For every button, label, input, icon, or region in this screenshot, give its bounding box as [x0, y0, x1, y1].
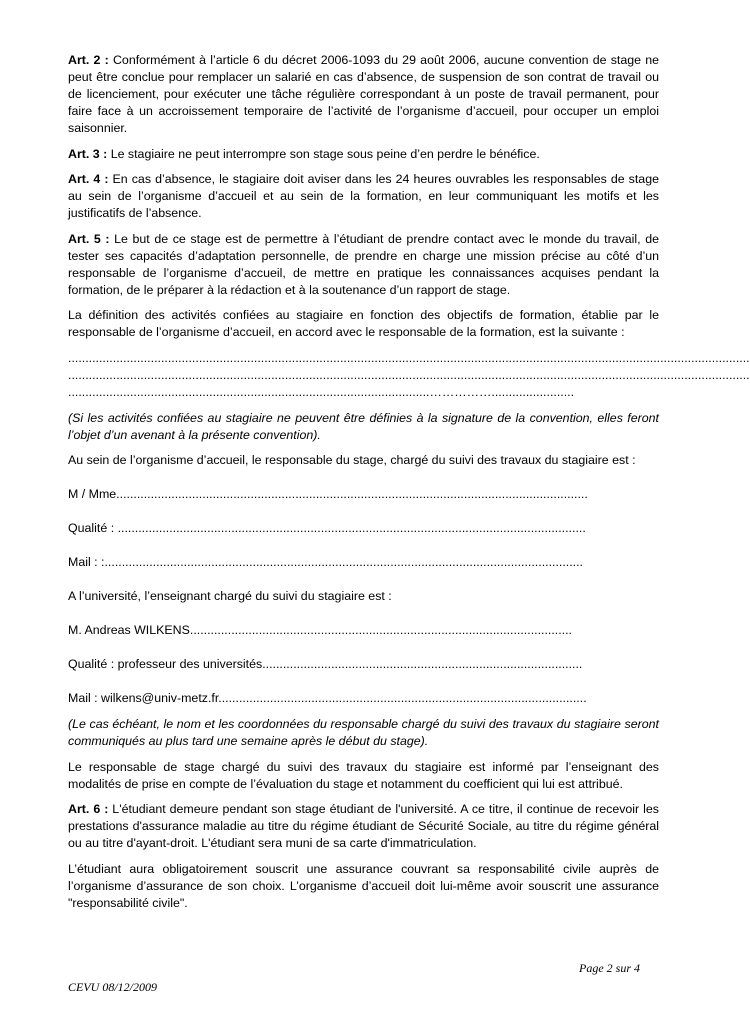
- dotted-line: .........................................................................................................……………........................: [68, 384, 575, 399]
- article-2-label: Art. 2 :: [68, 53, 109, 67]
- article-6-label: Art. 6 :: [68, 802, 109, 816]
- article-2-text: Conformément à l’article 6 du décret 2006-1093 du 29 août 2006, aucune convention de stage ne peut être conclue pour remplacer un salarié en cas d’absence, de suspension de son contrat de travail ou de licenciement, pour exécuter une tâche régulière correspondant à un poste de travail permanent, pour faire face à un accroissement temporaire de l’activité de l’organisme d’accueil, pour occuper un emploi saisonnier.: [68, 53, 659, 135]
- article-3-label: Art. 3 :: [68, 146, 108, 161]
- activities-dotted-lines: [68, 350, 750, 401]
- article-2: [68, 52, 659, 137]
- university-quality-field: Qualité : professeur des universités.............................................................................................: [68, 657, 583, 671]
- insurance-text: L’étudiant aura obligatoirement souscrit une assurance couvrant sa responsabilité civile auprès de l’organisme d’assurance de son choix. L’organisme d’accueil doit lui-même avoir souscrit une assurance "responsabilité civile".: [68, 861, 659, 910]
- article-4-text: En cas d’absence, le stagiaire doit aviser dans les 24 heures ouvrables les responsables de stage au sein de l’organisme d’accueil et au sein de la formation, en leur communiquant les motifs et les justificatifs de l’absence.: [68, 172, 659, 220]
- host-name-field: M / Mme.........................................................................................................................................: [68, 487, 588, 501]
- article-5: [68, 231, 659, 299]
- page-number: Page 2 sur 4: [579, 961, 640, 975]
- article-3-text: Le stagiaire ne peut interrompre son stage sous peine d’en perdre le bénéfice.: [107, 146, 540, 161]
- article-4: [68, 171, 659, 222]
- university-intro: A l’université, l’enseignant chargé du suivi du stagiaire est :: [68, 589, 392, 603]
- supervisor-note: (Le cas échéant, le nom et les coordonnées du responsable chargé du suivi des travaux du stagiaire seront communiqués au plus tard une semaine après le début du stage).: [68, 717, 659, 748]
- article-6: [68, 801, 659, 852]
- document-reference: CEVU 08/12/2009: [68, 980, 157, 994]
- host-mail-field: Mail : :...........................................................................................................................................: [68, 555, 583, 569]
- activities-note: (Si les activités confiées au stagiaire ne peuvent être définies à la signature de la convention, elles feront l’objet d’un avenant à la présente convention).: [68, 410, 659, 442]
- article-6-text: L'étudiant demeure pendant son stage étudiant de l'université. A ce titre, il continue de recevoir les prestations d'assurance maladie au titre du régime étudiant de Sécurité Sociale, au titre du régime général ou au titre d'ayant-droit. L'étudiant sera muni de sa carte d'immatriculation.: [68, 802, 659, 850]
- article-5-text: Le but de ce stage est de permettre à l’étudiant de prendre contact avec le monde du travail, de tester ses capacités d’adaptation personnelle, de prendre en charge une mission précise au côté d’un responsable de l’organisme d’accueil, de mettre en pratique les connaissances acquises pendant la formation, de le préparer à la rédaction et à la soutenance d’un rapport de stage.: [68, 231, 659, 297]
- article-4-label: Art. 4 :: [68, 172, 109, 186]
- dotted-line: ......................................................................................................................................................................................................: [68, 350, 750, 365]
- article-5-label: Art. 5 :: [68, 231, 110, 246]
- evaluation-text: Le responsable de stage chargé du suivi des travaux du stagiaire est informé par l’enseignant des modalités de prise en compte de l’évaluation du stage et notamment du coefficient qui lui est attribué.: [68, 759, 659, 791]
- dotted-line: ......................................................................................................................................................................................................: [68, 367, 750, 382]
- university-mail-field: Mail : wilkens@univ-metz.fr...........................................................................................................: [68, 691, 587, 705]
- document-page: [68, 52, 750, 920]
- university-name-field: M. Andreas WILKENS...............................................................................................................: [68, 623, 573, 637]
- activities-definition: La définition des activités confiées au stagiaire en fonction des objectifs de formation, établie par le responsable de l’organisme d’accueil, en accord avec le responsable de la formation, est la suivante :: [68, 308, 659, 339]
- host-supervisor-intro: Au sein de l’organisme d’accueil, le responsable du stage, chargé du suivi des travaux du stagiaire est :: [68, 453, 636, 467]
- host-quality-field: Qualité : ........................................................................................................................................: [68, 521, 586, 535]
- article-3: [68, 146, 659, 163]
